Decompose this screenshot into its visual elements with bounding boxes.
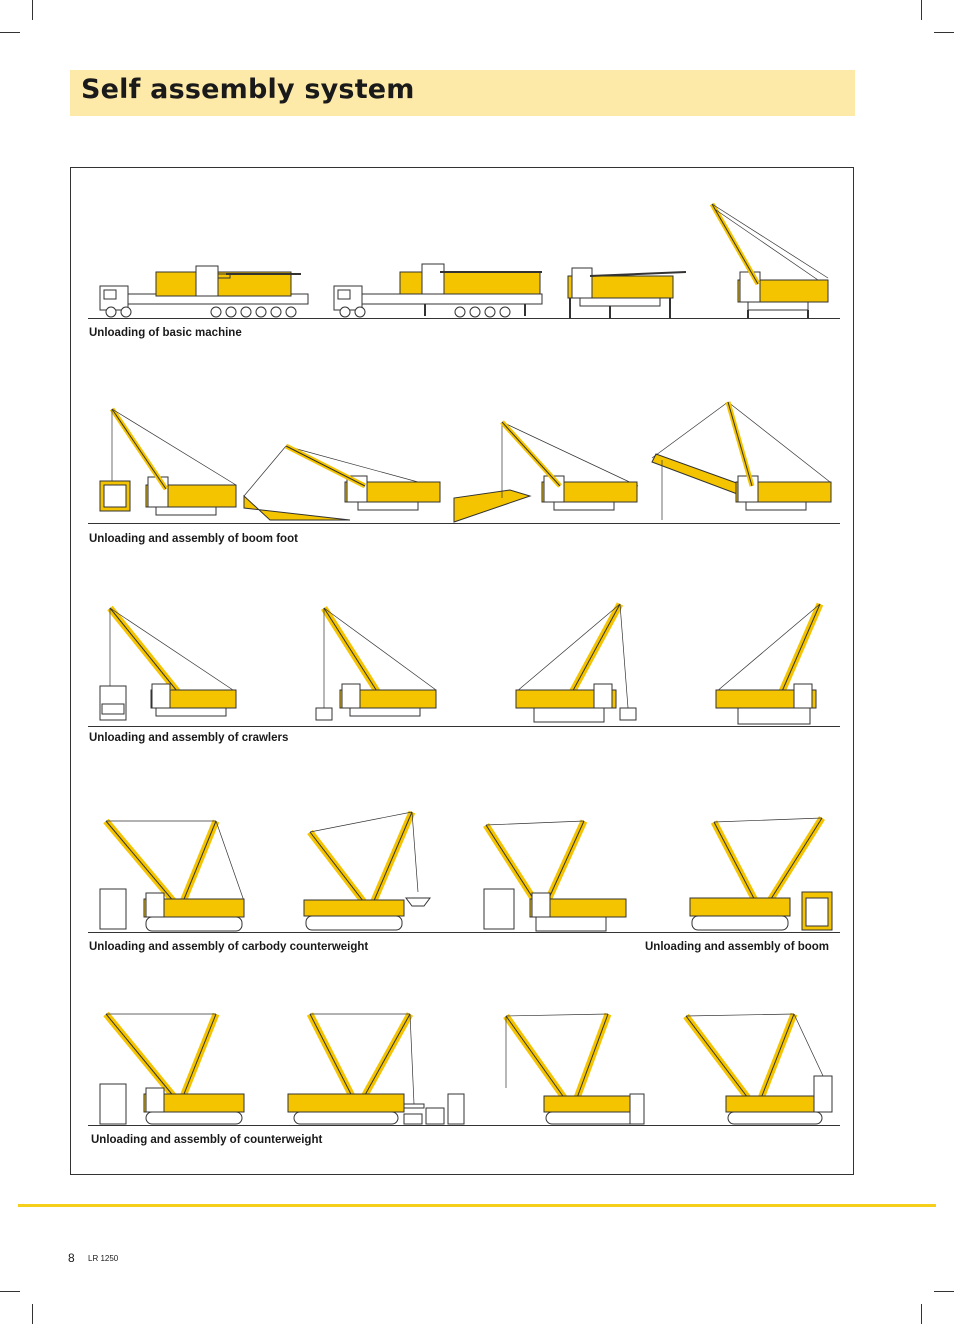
carbody-counterweight-lift-illustration [96,815,248,935]
truck-with-basic-machine-illustration [96,262,316,320]
counterweight-lift-illustration [96,1008,248,1128]
counterweight-assembled-illustration [680,1008,838,1128]
truck-with-basic-machine-lifted-illustration [330,262,550,320]
crawler-lift-left-illustration [96,600,246,728]
caption-boom: Unloading and assembly of boom [645,941,830,953]
model-name: LR 1250 [88,1254,119,1263]
boom-foot-attaching-illustration [450,418,645,526]
boom-foot-raised-illustration [648,398,838,526]
crop-mark [921,1304,922,1324]
counterweight-ballast-lift-illustration [498,1008,658,1128]
caption-crawlers: Unloading and assembly of crawlers [89,732,289,744]
carbody-counterweight-placed-illustration [300,808,440,935]
boom-section-attach-illustration [686,812,838,935]
caption-carbody-counterweight: Unloading and assembly of carbody counterweight [89,941,369,953]
counterweight-plates-stacking-illustration [280,1008,470,1128]
footer-rule [18,1204,936,1207]
crane-lifting-boom-foot-illustration [96,405,246,525]
page-number: 8 [68,1251,75,1265]
crop-mark [934,1291,954,1292]
crop-mark [934,32,954,33]
crawler-placed-left-illustration [510,600,640,728]
caption-basic-machine: Unloading of basic machine [89,327,242,339]
boom-section-lift-illustration [480,815,630,935]
crop-mark [32,0,33,20]
basic-machine-on-jacks-illustration [560,262,690,320]
crop-mark [32,1304,33,1324]
crop-mark [921,0,922,20]
caption-boom-foot: Unloading and assembly of boom foot [89,533,298,545]
title-banner [70,70,855,116]
caption-counterweight: Unloading and assembly of counterweight [91,1134,323,1146]
basic-machine-raised-boom-illustration [708,200,838,320]
crop-mark [0,32,20,33]
crawler-lift-right-illustration [310,600,450,728]
boom-foot-on-ground-illustration [240,438,445,526]
crop-mark [0,1291,20,1292]
page-title: Self assembly system [81,74,415,105]
crawler-placed-right-illustration [710,600,840,728]
